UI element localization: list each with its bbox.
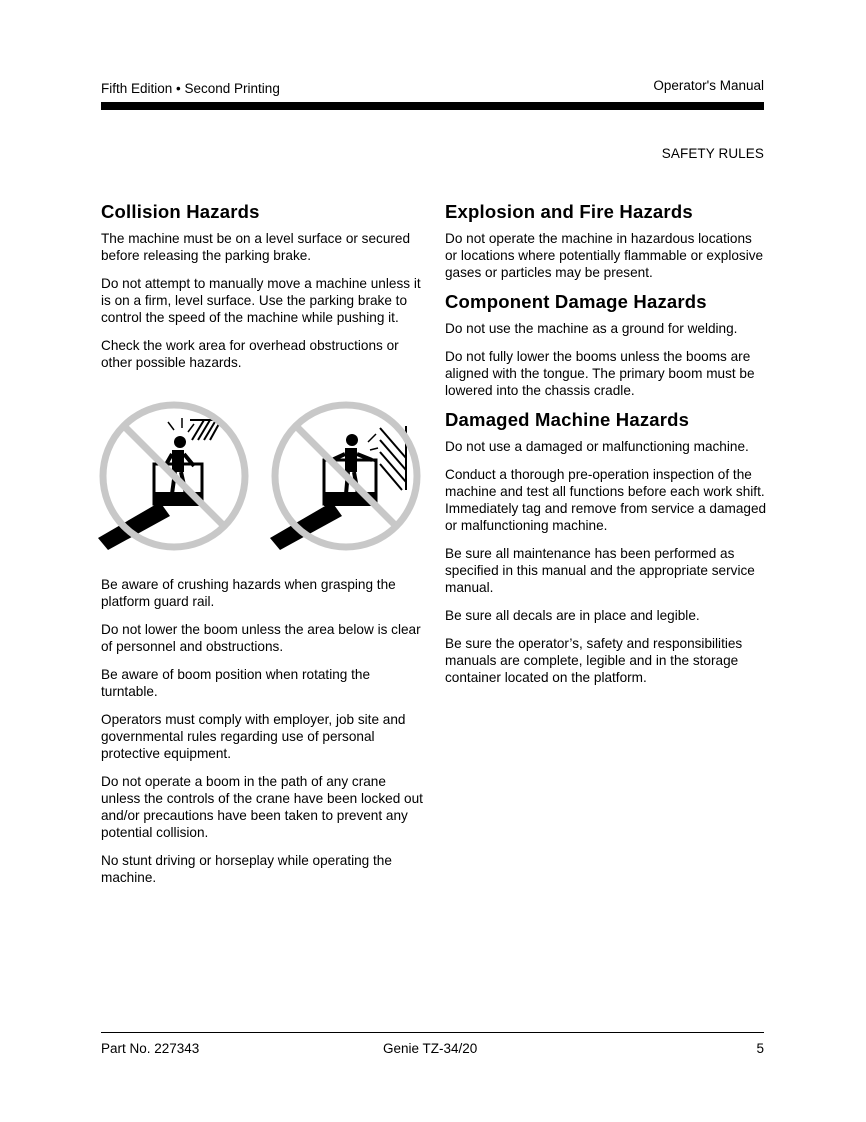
model-name: Genie TZ-34/20 (383, 1041, 478, 1056)
header-rule (101, 102, 764, 110)
paragraph: Do not fully lower the booms unless the booms are aligned with the tongue. The primary boom must be lowered into the chassis cradle. (445, 349, 755, 398)
footer-rule (101, 1032, 764, 1033)
paragraph: Conduct a thorough pre-operation inspection of the machine and test all functions before each work shift. Immediately tag and remove from service a damaged or malfunctioning machine. (445, 467, 767, 533)
section-label: SAFETY RULES (661, 146, 764, 161)
page-number: 5 (756, 1041, 764, 1056)
part-number: Part No. 227343 (101, 1041, 200, 1056)
paragraph: Check the work area for overhead obstructions or other possible hazards. (101, 338, 399, 370)
paragraph: Do not lower the boom unless the area below is clear of personnel and obstructions. (101, 622, 421, 654)
damaged-machine-heading: Damaged Machine Hazards (445, 409, 690, 430)
manual-title: Operator's Manual (653, 78, 764, 93)
paragraph: Be sure all decals are in place and legible. (445, 608, 700, 623)
prohibited-overhead-obstruction-icon (268, 398, 424, 554)
paragraph: Be sure all maintenance has been performed as specified in this manual and the appropriate service manual. (445, 546, 755, 595)
paragraph: Do not operate a boom in the path of any crane unless the controls of the crane have been locked out and/or precautions have been taken to prevent any potential collision. (101, 774, 423, 840)
collision-illustrations (96, 398, 426, 558)
paragraph: Be aware of crushing hazards when grasping the platform guard rail. (101, 577, 396, 609)
paragraph: Operators must comply with employer, job site and governmental rules regarding use of personal protective equipment. (101, 712, 406, 761)
edition-label: Fifth Edition • Second Printing (101, 81, 280, 96)
paragraph: Do not use a damaged or malfunctioning machine. (445, 439, 749, 454)
explosion-fire-heading: Explosion and Fire Hazards (445, 201, 693, 222)
paragraph: The machine must be on a level surface or secured before releasing the parking brake. (101, 231, 411, 263)
prohibited-overhead-crushing-icon (96, 398, 252, 554)
paragraph: Do not use the machine as a ground for welding. (445, 321, 738, 336)
component-damage-heading: Component Damage Hazards (445, 291, 707, 312)
paragraph: Be sure the operator’s, safety and responsibilities manuals are complete, legible and in the storage container located on the platform. (445, 636, 743, 685)
paragraph: Do not operate the machine in hazardous locations or locations where potentially flammable or explosive gases or particles may be present. (445, 231, 764, 280)
paragraph: No stunt driving or horseplay while operating the machine. (101, 853, 392, 885)
right-column (445, 200, 767, 697)
left-column (101, 200, 423, 897)
collision-hazards-heading: Collision Hazards (101, 201, 260, 222)
paragraph: Do not attempt to manually move a machine unless it is on a firm, level surface. Use the parking brake to control the speed of the machine while pushing it. (101, 276, 421, 325)
paragraph: Be aware of boom position when rotating the turntable. (101, 667, 371, 699)
